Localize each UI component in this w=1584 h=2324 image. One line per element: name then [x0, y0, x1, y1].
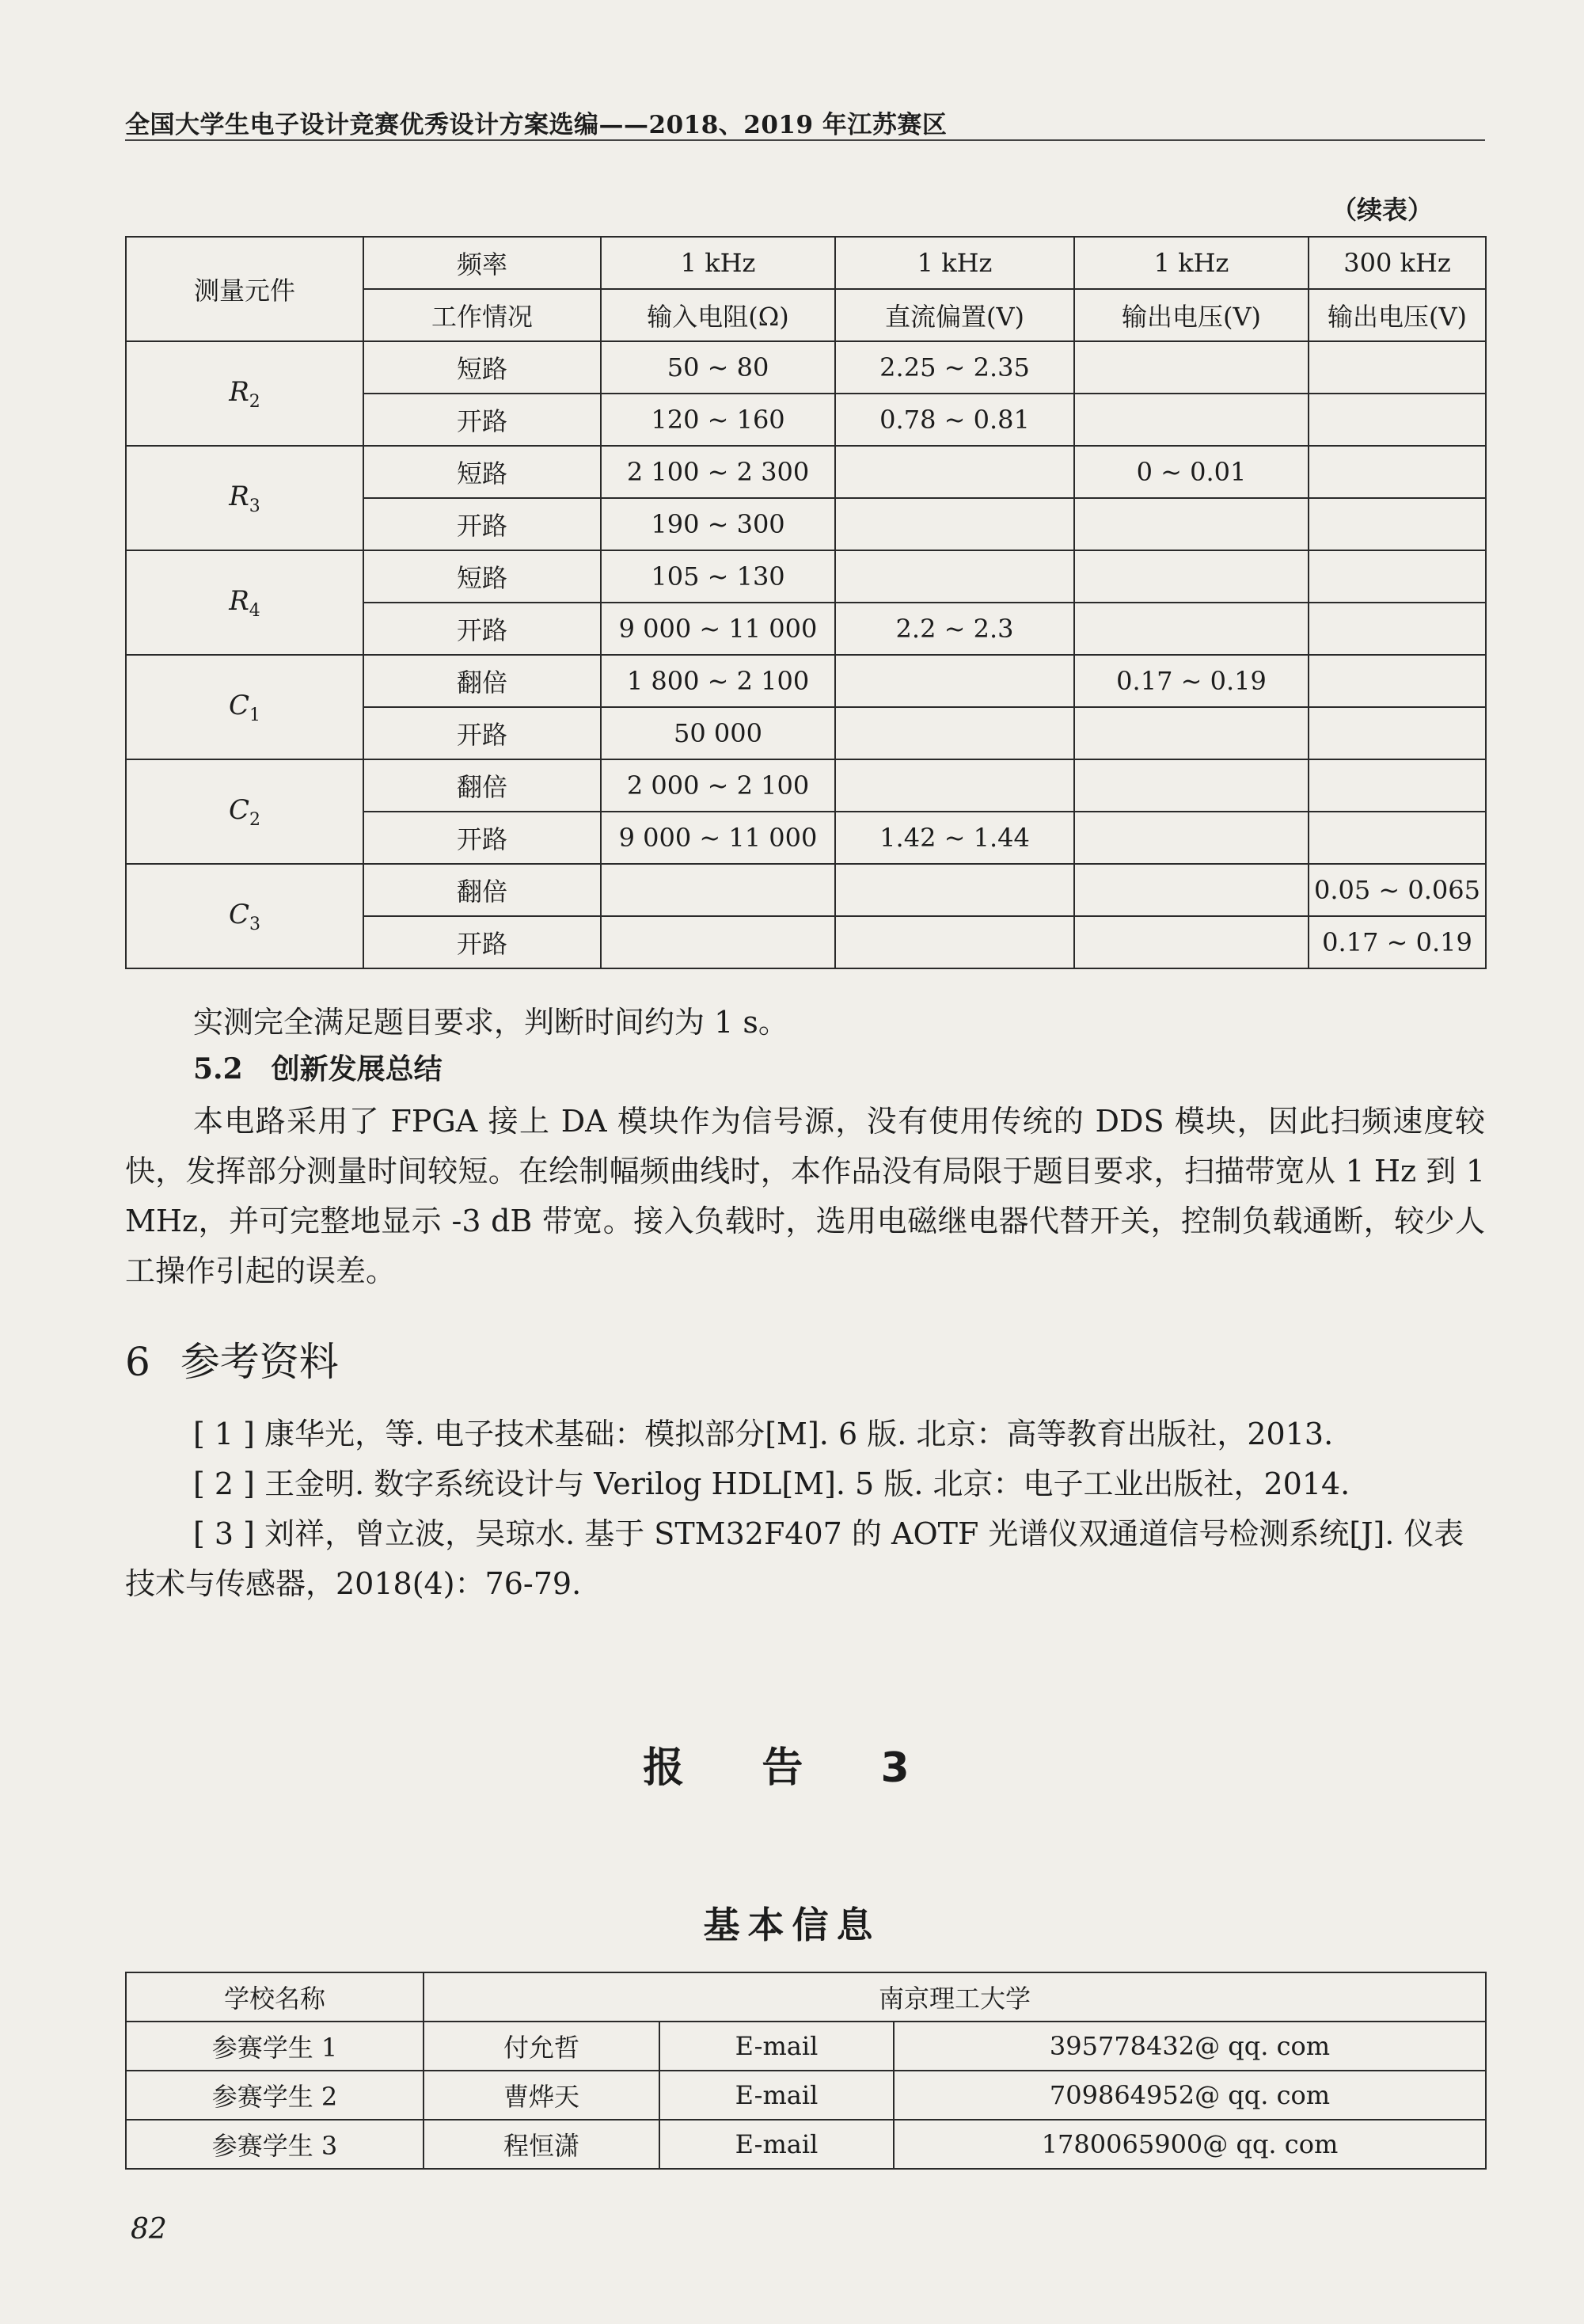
basic-info-title: 基本信息 [703, 1904, 881, 1946]
section-title: 创新发展总结 [271, 1052, 443, 1086]
student-email: 395778432@ qq. com [894, 2022, 1486, 2071]
reference-item: [ 1 ] 康华光，等. 电子技术基础：模拟部分[M]. 6 版. 北京：高等教育出版社，2013. [193, 1417, 1334, 1451]
empty-cell [835, 498, 1074, 550]
empty-cell [1309, 498, 1486, 550]
student-name: 曹烨天 [424, 2071, 659, 2120]
running-header: 全国大学生电子设计竞赛优秀设计方案选编——2018、2019 年江苏赛区 [125, 111, 948, 139]
student-role: 参赛学生 2 [126, 2071, 424, 2120]
component-c3: $C_3$ [126, 864, 363, 968]
table-row [126, 341, 1486, 394]
header-measure-2: 直流偏置(V) [835, 289, 1074, 341]
component-r3: $R_3$ [126, 446, 363, 550]
input-resistance-cell: 9 000 ~ 11 000 [601, 812, 835, 864]
section-6-heading [125, 1330, 339, 1387]
empty-cell [1309, 550, 1486, 603]
measurement-table [125, 236, 1487, 969]
empty-cell [835, 707, 1074, 759]
header-frequency: 频率 [363, 237, 601, 289]
condition-cell: 翻倍 [363, 655, 601, 707]
component-c1: $C_1$ [126, 655, 363, 759]
header-measure-1: 输入电阻(Ω) [601, 289, 835, 341]
empty-cell [601, 864, 835, 916]
student-email: 709864952@ qq. com [894, 2071, 1486, 2120]
table-continued-label: （续表） [1331, 195, 1434, 225]
empty-cell [1074, 916, 1309, 968]
table-row [126, 446, 1486, 498]
student-role: 参赛学生 1 [126, 2022, 424, 2071]
input-resistance-cell: 9 000 ~ 11 000 [601, 603, 835, 655]
email-label: E-mail [659, 2120, 894, 2169]
output-300k-cell: 0.17 ~ 0.19 [1309, 916, 1486, 968]
section-number: 5.2 [193, 1052, 243, 1086]
table-header-row [126, 237, 1486, 289]
basic-info-table [125, 1972, 1487, 2170]
empty-cell [1074, 341, 1309, 394]
component-r2: $R_2$ [126, 341, 363, 446]
condition-cell: 短路 [363, 446, 601, 498]
dc-bias-cell: 1.42 ~ 1.44 [835, 812, 1074, 864]
empty-cell [1074, 864, 1309, 916]
dc-bias-cell: 2.25 ~ 2.35 [835, 341, 1074, 394]
condition-cell: 翻倍 [363, 864, 601, 916]
header-freq-4: 300 kHz [1309, 237, 1486, 289]
header-rule [125, 139, 1485, 141]
student-name: 程恒潇 [424, 2120, 659, 2169]
empty-cell [1074, 394, 1309, 446]
header-measure-4: 输出电压(V) [1309, 289, 1486, 341]
empty-cell [835, 550, 1074, 603]
header-work: 工作情况 [363, 289, 601, 341]
student-name: 付允哲 [424, 2022, 659, 2071]
empty-cell [835, 864, 1074, 916]
empty-cell [1074, 812, 1309, 864]
output-300k-cell: 0.05 ~ 0.065 [1309, 864, 1486, 916]
table-row [126, 2071, 1486, 2120]
input-resistance-cell: 1 800 ~ 2 100 [601, 655, 835, 707]
condition-cell: 开路 [363, 498, 601, 550]
condition-cell: 开路 [363, 707, 601, 759]
header-component: 测量元件 [126, 237, 363, 341]
input-resistance-cell: 50 000 [601, 707, 835, 759]
component-r4: $R_4$ [126, 550, 363, 655]
condition-cell: 开路 [363, 916, 601, 968]
dc-bias-cell: 2.2 ~ 2.3 [835, 603, 1074, 655]
report-title: 报 告 3 [643, 1744, 941, 1792]
table-row [126, 2022, 1486, 2071]
empty-cell [1074, 759, 1309, 812]
empty-cell [1309, 707, 1486, 759]
empty-cell [835, 916, 1074, 968]
input-resistance-cell: 2 100 ~ 2 300 [601, 446, 835, 498]
table-row [126, 864, 1486, 916]
empty-cell [835, 759, 1074, 812]
summary-line: 实测完全满足题目要求，判断时间约为 1 s。 [193, 1005, 788, 1040]
empty-cell [1309, 655, 1486, 707]
section-number: 6 [125, 1339, 150, 1385]
empty-cell [1309, 759, 1486, 812]
reference-item: [ 3 ] 刘祥，曾立波，吴琼水. 基于 STM32F407 的 AOTF 光谱仪双通道信号检测系统[J]. 仪表技术与传感器，2018(4)：76-79. [125, 1516, 1464, 1601]
empty-cell [1309, 812, 1486, 864]
email-label: E-mail [659, 2071, 894, 2120]
empty-cell [835, 446, 1074, 498]
input-resistance-cell: 50 ~ 80 [601, 341, 835, 394]
condition-cell: 开路 [363, 812, 601, 864]
header-freq-1: 1 kHz [601, 237, 835, 289]
header-measure-3: 输出电压(V) [1074, 289, 1309, 341]
input-resistance-cell: 120 ~ 160 [601, 394, 835, 446]
condition-cell: 短路 [363, 550, 601, 603]
page-number: 82 [131, 2213, 167, 2246]
section-5-2-heading [193, 1047, 443, 1087]
header-freq-3: 1 kHz [1074, 237, 1309, 289]
table-row [126, 1972, 1486, 2022]
table-row [126, 655, 1486, 707]
condition-cell: 开路 [363, 394, 601, 446]
student-role: 参赛学生 3 [126, 2120, 424, 2169]
reference-item: [ 2 ] 王金明. 数字系统设计与 Verilog HDL[M]. 5 版. 北京：电子工业出版社，2014. [193, 1466, 1350, 1501]
school-label: 学校名称 [126, 1972, 424, 2022]
school-name: 南京理工大学 [424, 1972, 1486, 2022]
condition-cell: 开路 [363, 603, 601, 655]
table-row [126, 759, 1486, 812]
section-title: 参考资料 [180, 1339, 339, 1385]
empty-cell [1309, 341, 1486, 394]
empty-cell [1074, 707, 1309, 759]
output-1k-cell: 0 ~ 0.01 [1074, 446, 1309, 498]
table-row [126, 2120, 1486, 2169]
empty-cell [1074, 550, 1309, 603]
condition-cell: 翻倍 [363, 759, 601, 812]
student-email: 1780065900@ qq. com [894, 2120, 1486, 2169]
empty-cell [1309, 446, 1486, 498]
empty-cell [1309, 394, 1486, 446]
component-c2: $C_2$ [126, 759, 363, 864]
empty-cell [1309, 603, 1486, 655]
empty-cell [601, 916, 835, 968]
email-label: E-mail [659, 2022, 894, 2071]
input-resistance-cell: 2 000 ~ 2 100 [601, 759, 835, 812]
empty-cell [1074, 498, 1309, 550]
empty-cell [1074, 603, 1309, 655]
condition-cell: 短路 [363, 341, 601, 394]
input-resistance-cell: 105 ~ 130 [601, 550, 835, 603]
empty-cell [835, 655, 1074, 707]
dc-bias-cell: 0.78 ~ 0.81 [835, 394, 1074, 446]
header-freq-2: 1 kHz [835, 237, 1074, 289]
input-resistance-cell: 190 ~ 300 [601, 498, 835, 550]
table-row [126, 550, 1486, 603]
innovation-paragraph: 本电路采用了 FPGA 接上 DA 模块作为信号源，没有使用传统的 DDS 模块，因此扫频速度较快，发挥部分测量时间较短。在绘制幅频曲线时，本作品没有局限于题目要求，扫描带宽从 1 Hz 到 1 MHz，并可完整地显示 -3 dB 带宽。接入负载时，选用电磁继电器代替开关，控制负载通断，较少人工操作引起的误差。 [125, 1104, 1485, 1288]
output-1k-cell: 0.17 ~ 0.19 [1074, 655, 1309, 707]
